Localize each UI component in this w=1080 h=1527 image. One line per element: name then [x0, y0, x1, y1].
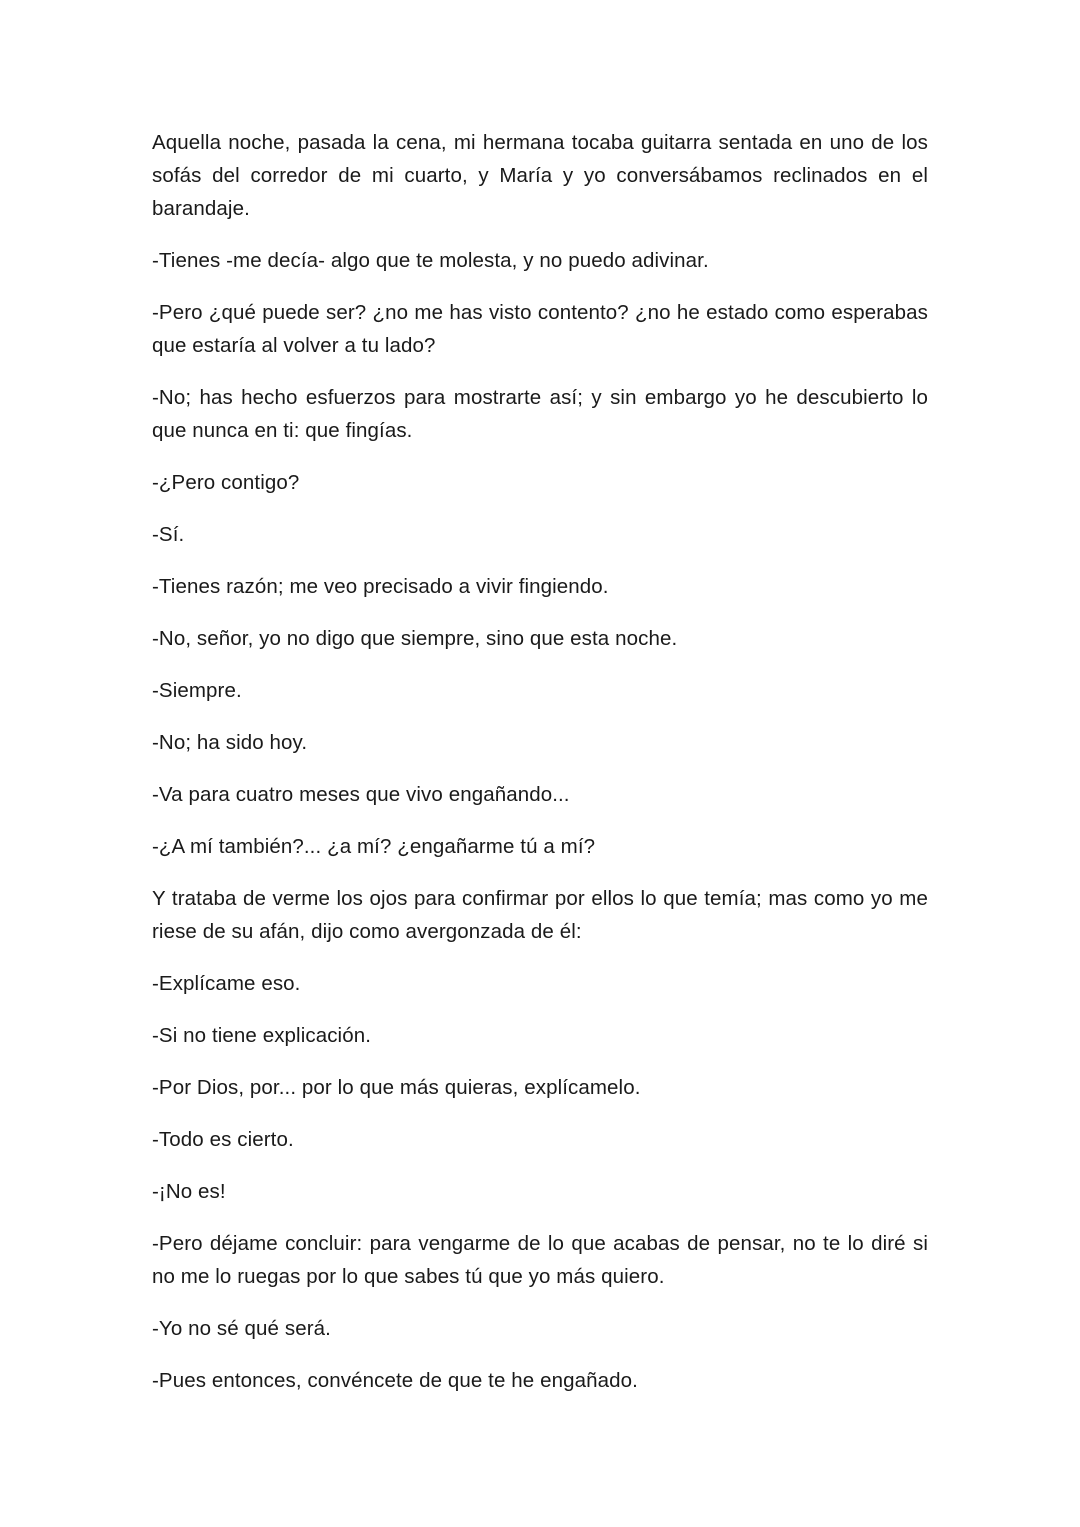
paragraph: -No; ha sido hoy.	[152, 731, 308, 754]
paragraph: -Si no tiene explicación.	[152, 1024, 372, 1047]
paragraph: Aquella noche, pasada la cena, mi hermana tocaba guitarra sentada en uno de los sofás del corredor de mi cuarto, y María y yo conversábamos reclinados en el barandaje.	[152, 131, 928, 220]
paragraph: -Yo no sé qué será.	[152, 1317, 331, 1340]
paragraph: -Tienes razón; me veo precisado a vivir fingiendo.	[152, 575, 609, 598]
paragraph: -Pero ¿qué puede ser? ¿no me has visto contento? ¿no he estado como esperabas que estaría al volver a tu lado?	[152, 301, 928, 357]
paragraph: -Todo es cierto.	[152, 1128, 294, 1151]
paragraph: Y trataba de verme los ojos para confirmar por ellos lo que temía; mas como yo me riese de su afán, dijo como avergonzada de él:	[152, 887, 928, 943]
paragraph: -Por Dios, por... por lo que más quieras, explícamelo.	[152, 1076, 641, 1099]
paragraph: -Explícame eso.	[152, 972, 301, 995]
paragraph: -¿Pero contigo?	[152, 471, 300, 494]
paragraph: -No; has hecho esfuerzos para mostrarte así; y sin embargo yo he descubierto lo que nunca en ti: que fingías.	[152, 386, 928, 442]
paragraph: -Va para cuatro meses que vivo engañando...	[152, 783, 570, 806]
paragraph: -Pues entonces, convéncete de que te he engañado.	[152, 1369, 638, 1392]
paragraph: -Pero déjame concluir: para vengarme de lo que acabas de pensar, no te lo diré si no me lo ruegas por lo que sabes tú que yo más quiero.	[152, 1232, 928, 1288]
paragraph: -No, señor, yo no digo que siempre, sino que esta noche.	[152, 627, 678, 650]
paragraph: -¿A mí también?... ¿a mí? ¿engañarme tú a mí?	[152, 835, 596, 858]
paragraph: -Sí.	[152, 523, 185, 546]
paragraph: -Siempre.	[152, 679, 242, 702]
text-column	[152, 126, 928, 1397]
paragraph: -Tienes -me decía- algo que te molesta, y no puedo adivinar.	[152, 249, 709, 272]
paragraph: -¡No es!	[152, 1180, 226, 1203]
